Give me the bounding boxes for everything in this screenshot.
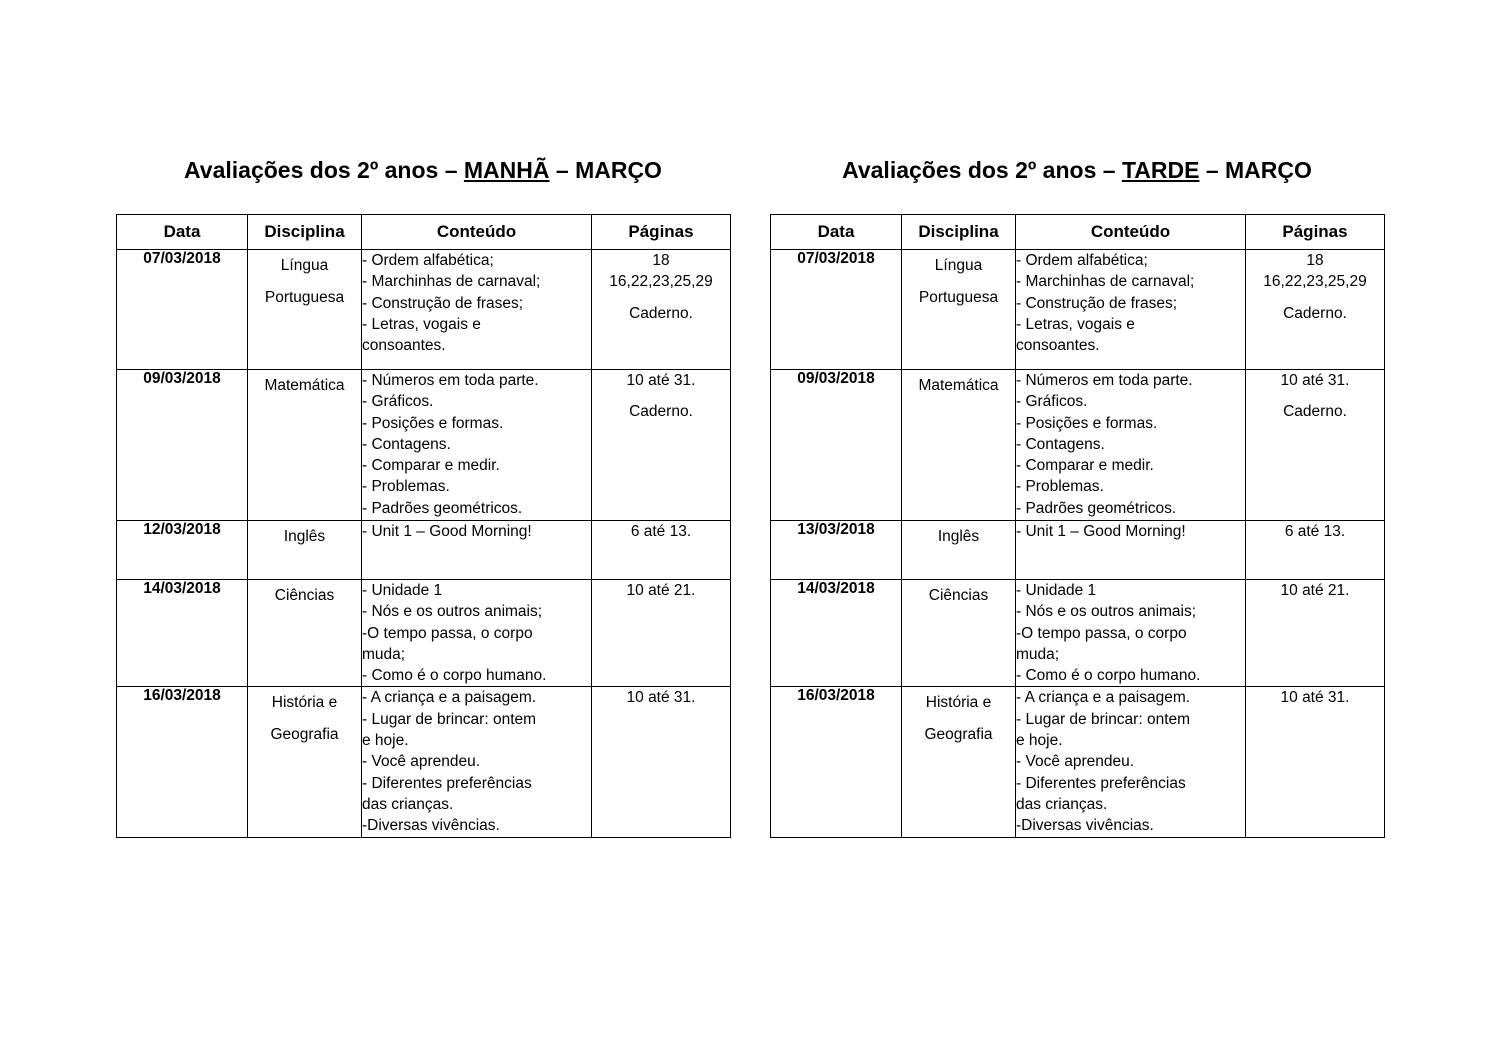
- table-row: [117, 521, 731, 580]
- paginas-line: 18: [652, 252, 670, 269]
- conteudo-line: - Números em toda parte.: [1016, 372, 1193, 389]
- schedule-panel-tarde: [770, 150, 1384, 835]
- disciplina-line: Inglês: [283, 528, 326, 545]
- conteudo-line: muda;: [362, 645, 406, 663]
- header-paginas: Páginas: [592, 215, 731, 250]
- cell-paginas: [592, 370, 731, 521]
- table-row: [117, 687, 731, 838]
- cell-date: 14/03/2018: [117, 580, 248, 687]
- cell-disciplina: [248, 250, 362, 370]
- paginas-line: 10 até 31.: [626, 689, 696, 707]
- schedule-panel-manha: [116, 150, 730, 835]
- table-row: [117, 370, 731, 521]
- cell-disciplina: [902, 687, 1016, 838]
- cell-conteudo: [1016, 250, 1246, 370]
- paginas-line: [592, 293, 730, 303]
- cell-disciplina: [902, 580, 1016, 687]
- disciplina-line: Inglês: [937, 528, 980, 545]
- table-row: [117, 250, 731, 370]
- cell-conteudo: [1016, 370, 1246, 521]
- paginas-line: [1246, 293, 1384, 303]
- conteudo-line: - Você aprendeu.: [362, 753, 481, 771]
- conteudo-line: - Como é o corpo humano.: [1016, 667, 1201, 685]
- conteudo-line: - Comparar e medir.: [1016, 457, 1154, 475]
- paginas-line: 16,22,23,25,29: [1263, 273, 1367, 291]
- title-turno: TARDE: [1121, 157, 1200, 183]
- cell-conteudo: [362, 370, 592, 521]
- disciplina-line: Geografia: [270, 726, 339, 744]
- title-suffix: – MARÇO: [555, 157, 662, 183]
- conteudo-line: -O tempo passa, o corpo: [362, 624, 533, 642]
- cell-paginas: [592, 250, 731, 370]
- table-row: [771, 250, 1385, 370]
- title-suffix: – MARÇO: [1205, 157, 1312, 183]
- table-row: [771, 580, 1385, 687]
- table-header-row: [117, 215, 731, 250]
- cell-disciplina: [248, 580, 362, 687]
- table-row: [771, 687, 1385, 838]
- conteudo-line: - Comparar e medir.: [362, 457, 500, 475]
- conteudo-line: - Gráficos.: [1016, 393, 1088, 411]
- paginas-line: Caderno.: [1283, 403, 1347, 421]
- paginas-line: Caderno.: [629, 304, 693, 322]
- conteudo-line: consoantes.: [362, 337, 446, 355]
- disciplina-line: Geografia: [924, 726, 993, 744]
- cell-conteudo: [1016, 580, 1246, 687]
- paginas-line: Caderno.: [629, 403, 693, 421]
- conteudo-line: consoantes.: [1016, 337, 1100, 355]
- conteudo-line: das crianças.: [362, 795, 454, 813]
- conteudo-line: e hoje.: [362, 732, 409, 750]
- header-data: Data: [771, 215, 902, 250]
- paginas-line: 18: [1306, 252, 1324, 269]
- panel-title: [116, 150, 730, 190]
- schedule-table: [770, 214, 1385, 838]
- conteudo-line: - A criança e a paisagem.: [1016, 689, 1191, 707]
- header-data: Data: [117, 215, 248, 250]
- conteudo-line: - Unidade 1: [1016, 582, 1097, 599]
- conteudo-line: - Ordem alfabética;: [1016, 252, 1148, 269]
- disciplina-line: Língua: [934, 257, 983, 274]
- conteudo-line: - Você aprendeu.: [1016, 753, 1135, 771]
- conteudo-line: - Contagens.: [1016, 435, 1105, 453]
- conteudo-line: - Números em toda parte.: [362, 372, 539, 389]
- conteudo-line: - Lugar de brincar: ontem: [362, 710, 537, 728]
- panel-title: [770, 150, 1384, 190]
- conteudo-line: - A criança e a paisagem.: [362, 689, 537, 707]
- cell-paginas: [1246, 580, 1385, 687]
- table-row: [771, 370, 1385, 521]
- paginas-line: 10 até 21.: [626, 582, 696, 599]
- cell-conteudo: [362, 580, 592, 687]
- cell-disciplina: [902, 250, 1016, 370]
- cell-conteudo: [1016, 521, 1246, 580]
- title-prefix: Avaliações dos 2º anos –: [184, 157, 458, 183]
- paginas-line: 10 até 31.: [1280, 372, 1350, 389]
- conteudo-line: - Nós e os outros animais;: [1016, 603, 1197, 621]
- conteudo-line: - Construção de frases;: [362, 294, 524, 312]
- cell-date: 14/03/2018: [771, 580, 902, 687]
- conteudo-line: - Padrões geométricos.: [362, 499, 523, 517]
- cell-date: 09/03/2018: [117, 370, 248, 521]
- conteudo-line: - Lugar de brincar: ontem: [1016, 710, 1191, 728]
- conteudo-line: e hoje.: [1016, 732, 1063, 750]
- title-prefix: Avaliações dos 2º anos –: [842, 157, 1116, 183]
- disciplina-line: Matemática: [918, 377, 999, 394]
- conteudo-line: -O tempo passa, o corpo: [1016, 624, 1187, 642]
- conteudo-line: - Problemas.: [1016, 478, 1104, 496]
- header-disciplina: Disciplina: [902, 215, 1016, 250]
- disciplina-line: História e: [271, 694, 338, 712]
- conteudo-line: - Diferentes preferências: [362, 774, 532, 792]
- cell-conteudo: [1016, 687, 1246, 838]
- header-disciplina: Disciplina: [248, 215, 362, 250]
- disciplina-line: Língua: [280, 257, 329, 274]
- cell-date: 07/03/2018: [771, 250, 902, 370]
- header-paginas: Páginas: [1246, 215, 1385, 250]
- conteudo-line: - Unidade 1: [362, 582, 443, 599]
- conteudo-line: muda;: [1016, 645, 1060, 663]
- cell-disciplina: [248, 687, 362, 838]
- disciplina-line: Portuguesa: [264, 289, 345, 306]
- cell-paginas: [1246, 521, 1385, 580]
- cell-paginas: [1246, 687, 1385, 838]
- paginas-line: 10 até 31.: [1280, 689, 1350, 707]
- table-header-row: [771, 215, 1385, 250]
- cell-paginas: [1246, 370, 1385, 521]
- cell-paginas: [592, 580, 731, 687]
- cell-date: 16/03/2018: [117, 687, 248, 838]
- disciplina-line: Matemática: [264, 377, 345, 394]
- conteudo-line: - Posições e formas.: [1016, 414, 1158, 432]
- cell-date: 13/03/2018: [771, 521, 902, 580]
- conteudo-line: - Marchinhas de carnaval;: [362, 273, 541, 291]
- table-row: [771, 521, 1385, 580]
- cell-disciplina: [248, 370, 362, 521]
- disciplina-line: Portuguesa: [918, 289, 999, 306]
- conteudo-line: - Unit 1 – Good Morning!: [1016, 523, 1186, 540]
- table-row: [117, 580, 731, 687]
- conteudo-line: - Marchinhas de carnaval;: [1016, 273, 1195, 291]
- conteudo-line: -Diversas vivências.: [1016, 817, 1154, 835]
- paginas-line: 10 até 21.: [1280, 582, 1350, 599]
- cell-conteudo: [362, 521, 592, 580]
- cell-date: 09/03/2018: [771, 370, 902, 521]
- cell-date: 16/03/2018: [771, 687, 902, 838]
- conteudo-line: -Diversas vivências.: [362, 817, 500, 835]
- paginas-line: 10 até 31.: [626, 372, 696, 389]
- paginas-line: 16,22,23,25,29: [609, 273, 713, 291]
- disciplina-line: Ciências: [928, 587, 989, 604]
- cell-conteudo: [362, 687, 592, 838]
- paginas-line: 6 até 13.: [1284, 523, 1346, 540]
- conteudo-line: - Posições e formas.: [362, 414, 504, 432]
- conteudo-line: das crianças.: [1016, 795, 1108, 813]
- cell-disciplina: [902, 521, 1016, 580]
- cell-disciplina: [248, 521, 362, 580]
- cell-disciplina: [902, 370, 1016, 521]
- conteudo-line: - Letras, vogais e: [1016, 315, 1135, 333]
- schedule-table: [116, 214, 731, 838]
- header-conteudo: Conteúdo: [362, 215, 592, 250]
- conteudo-line: - Nós e os outros animais;: [362, 603, 543, 621]
- header-conteudo: Conteúdo: [1016, 215, 1246, 250]
- conteudo-line: - Diferentes preferências: [1016, 774, 1186, 792]
- cell-date: 07/03/2018: [117, 250, 248, 370]
- paginas-line: 6 até 13.: [630, 523, 692, 540]
- conteudo-line: - Problemas.: [362, 478, 450, 496]
- paginas-line: Caderno.: [1283, 304, 1347, 322]
- conteudo-line: - Unit 1 – Good Morning!: [362, 523, 532, 540]
- conteudo-line: - Como é o corpo humano.: [362, 667, 547, 685]
- conteudo-line: - Contagens.: [362, 435, 451, 453]
- cell-paginas: [1246, 250, 1385, 370]
- conteudo-line: - Gráficos.: [362, 393, 434, 411]
- cell-paginas: [592, 521, 731, 580]
- conteudo-line: - Padrões geométricos.: [1016, 499, 1177, 517]
- conteudo-line: - Letras, vogais e: [362, 315, 481, 333]
- disciplina-line: História e: [925, 694, 992, 712]
- title-turno: MANHÃ: [463, 157, 550, 183]
- cell-conteudo: [362, 250, 592, 370]
- cell-date: 12/03/2018: [117, 521, 248, 580]
- cell-paginas: [592, 687, 731, 838]
- disciplina-line: Ciências: [274, 587, 335, 604]
- conteudo-line: - Ordem alfabética;: [362, 252, 494, 269]
- conteudo-line: - Construção de frases;: [1016, 294, 1178, 312]
